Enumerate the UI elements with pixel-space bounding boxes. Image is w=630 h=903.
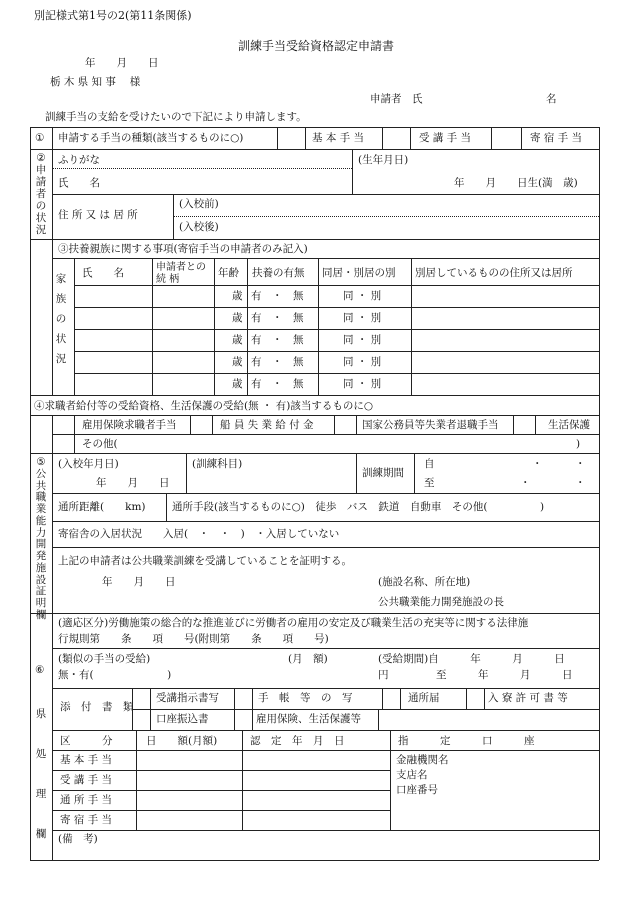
form-number: 別記様式第1号の2(第11条関係)	[34, 9, 192, 22]
row-support[interactable]: 有 ・ 無	[251, 312, 304, 324]
divider	[390, 730, 391, 830]
divider	[30, 239, 599, 240]
col-account: 指 定 口 座	[398, 735, 535, 747]
certify-date: 年 月 日	[102, 576, 176, 588]
divider	[30, 395, 599, 396]
law-line2: 行規則第 条 項 号(附則第 条 項 号)	[58, 633, 329, 645]
similar-value[interactable]: 無・有( )	[58, 669, 172, 681]
address-before: (入校前)	[179, 198, 219, 210]
attach-dorm-permit[interactable]: 入 寮 許 可 書 等	[488, 692, 568, 704]
section3-title: ③扶養親族に関する事項(寄宿手当の申請者のみ記入)	[58, 243, 308, 255]
col-age: 年齢	[218, 267, 239, 279]
frame-bottom	[30, 860, 599, 861]
divider	[186, 453, 187, 493]
law-line1: (適応区分)労働施策の総合的な推進並びに労働者の雇用の安定及び職業生活の充実等に関する法律施	[58, 617, 529, 629]
divider	[277, 127, 278, 149]
family-side-label: 家 族 の 状 況	[55, 273, 67, 365]
divider	[74, 351, 599, 352]
benefit-unemployment[interactable]: 雇用保険求職者手当	[82, 419, 177, 431]
attach-instruction[interactable]: 受講指示書写	[156, 692, 219, 704]
benefit-other[interactable]: その他(	[82, 438, 118, 450]
section4-title: ④求職者給付等の受給資格、生活保護の受給(無 ・ 有)該当するものに○	[34, 400, 374, 412]
divider	[52, 493, 599, 494]
divider	[535, 415, 536, 434]
benefit-welfare[interactable]: 生活保護	[548, 419, 590, 431]
facility-head: 公共職業能力開発施設の長	[378, 596, 504, 608]
divider	[190, 415, 191, 434]
divider	[334, 415, 335, 434]
row-cohab[interactable]: 同 ・ 別	[343, 334, 382, 346]
section1-label: 申請する手当の種類(該当するものに○)	[58, 132, 244, 144]
attach-label: 添 付 書 類	[60, 701, 134, 713]
period-dot: ・	[520, 477, 531, 489]
section6-side-label: 県 処 理 欄	[35, 708, 47, 840]
col-address: 別居しているものの住所又は居所	[415, 267, 573, 279]
row-age: 歳	[232, 378, 243, 390]
divider	[318, 258, 319, 395]
allowance-basic: 基 本 手 当	[60, 754, 113, 766]
birth-label: (生年月日)	[358, 154, 409, 166]
allowance-attendance: 受 講 手 当	[60, 774, 113, 786]
entry-date-format: 年 月 日	[96, 477, 170, 489]
row-support[interactable]: 有 ・ 無	[251, 356, 304, 368]
period-dot: ・	[575, 477, 586, 489]
col-cohab: 同居・別居の別	[322, 267, 396, 279]
divider	[52, 648, 599, 649]
receipt-period: (受給期間)自 年 月 日	[378, 653, 565, 665]
furigana-label: ふりがな	[58, 154, 100, 166]
divider	[52, 830, 599, 831]
divider	[513, 415, 514, 434]
row-cohab[interactable]: 同 ・ 別	[343, 378, 382, 390]
divider	[52, 434, 599, 435]
divider	[173, 216, 599, 217]
distance-label: 通所距離( km)	[58, 501, 146, 513]
dorm-status[interactable]: 寄宿舎の入居状況 入居( ・ ・ ) ・入居していない	[58, 528, 340, 540]
divider	[52, 730, 599, 731]
name-label: 氏 名	[58, 177, 100, 189]
attach-commute-notice[interactable]: 通所届	[408, 692, 440, 704]
benefit-civil-servant[interactable]: 国家公務員等失業者退職手当	[362, 419, 499, 431]
row-cohab[interactable]: 同 ・ 別	[343, 290, 382, 302]
divider	[521, 127, 522, 149]
row-support[interactable]: 有 ・ 無	[251, 378, 304, 390]
divider	[352, 149, 353, 194]
divider	[410, 127, 411, 149]
attach-transfer[interactable]: 口座振込書	[156, 713, 209, 725]
divider	[400, 688, 401, 709]
divider	[212, 415, 213, 434]
form-title: 訓練手当受給資格認定申請書	[238, 39, 395, 53]
divider	[305, 127, 306, 149]
divider	[411, 258, 412, 395]
divider	[52, 127, 53, 149]
divider	[152, 258, 153, 395]
section1-num: ①	[35, 132, 45, 144]
row-age: 歳	[232, 356, 243, 368]
period-dot: ・	[532, 458, 543, 470]
receipt-period-to: 至 年 月 日	[436, 669, 573, 681]
col-category: 区 分	[60, 735, 113, 747]
period-label: 訓練期間	[362, 467, 404, 479]
commute-means[interactable]: 通所手段(該当するものに○) 徒歩 バス 鉄道 自動車 その他( )	[172, 501, 545, 513]
section5-side-label: ⑤ 公 共 職 業 能 力 開 発 施 設 証 明 欄	[35, 456, 47, 621]
certify-text: 上記の申請者は公共職業訓練を受講していることを証明する。	[58, 555, 352, 567]
divider	[52, 521, 599, 522]
divider	[52, 770, 390, 771]
frame-left	[30, 127, 31, 860]
applicant-name-suffix: 名	[546, 93, 557, 105]
divider	[30, 613, 599, 614]
bank-name-label: 金融機関名	[396, 754, 449, 766]
allowance-lodging: 寄 宿 手 当	[60, 814, 113, 826]
divider	[74, 307, 599, 308]
divider	[30, 149, 599, 150]
divider	[52, 258, 599, 259]
row-age: 歳	[232, 334, 243, 346]
option-attendance[interactable]: 受 講 手 当	[419, 132, 472, 144]
col-support: 扶養の有無	[252, 267, 305, 279]
divider	[484, 688, 485, 709]
divider	[132, 709, 599, 710]
divider	[214, 258, 215, 395]
addressee: 栃 木 県 知 事 様	[50, 76, 141, 88]
entry-date-label: (入校年月日)	[58, 458, 119, 470]
subject-label: (訓練科目)	[192, 458, 243, 470]
divider	[414, 453, 415, 493]
col-relation: 申請者との 続 柄	[156, 262, 206, 285]
option-basic[interactable]: 基 本 手 当	[312, 132, 365, 144]
divider	[52, 547, 599, 548]
divider	[74, 285, 599, 286]
divider	[52, 239, 53, 395]
applicant-label: 申請者 氏	[370, 93, 423, 105]
period-dot: ・	[575, 458, 586, 470]
divider	[52, 810, 390, 811]
intro-text: 訓練手当の支給を受けたいので下記により申請します。	[45, 111, 307, 123]
divider	[356, 453, 357, 493]
divider	[30, 453, 599, 454]
facility-name-label: (施設名称、所在地)	[378, 576, 471, 588]
option-lodging[interactable]: 寄 宿 手 当	[530, 132, 583, 144]
divider	[52, 194, 599, 195]
divider	[52, 453, 53, 613]
divider	[382, 127, 383, 149]
benefit-seamen[interactable]: 船 員 失 業 給 付 金	[220, 419, 314, 431]
row-age: 歳	[232, 312, 243, 324]
divider	[74, 373, 599, 374]
attach-insurance[interactable]: 雇用保険、生活保護等	[256, 713, 361, 725]
section2-side-label: ② 申 請 者 の 状 況	[35, 152, 47, 237]
allowance-commute: 通 所 手 当	[60, 794, 113, 806]
divider	[136, 730, 137, 830]
amount-label: (月 額)	[288, 653, 328, 665]
divider	[378, 709, 379, 730]
row-cohab[interactable]: 同 ・ 別	[343, 312, 382, 324]
divider	[247, 258, 248, 395]
row-cohab[interactable]: 同 ・ 別	[343, 356, 382, 368]
birth-format: 年 月 日生(満 歳)	[454, 177, 578, 189]
account-number-label: 口座番号	[396, 784, 438, 796]
period-to: 至	[424, 477, 435, 489]
divider	[382, 688, 383, 709]
benefit-other-close: )	[576, 438, 581, 450]
divider	[52, 790, 390, 791]
divider	[74, 329, 599, 330]
row-age: 歳	[232, 290, 243, 302]
address-after: (入校後)	[179, 221, 219, 233]
row-support[interactable]: 有 ・ 無	[251, 290, 304, 302]
address-label: 住 所 又 は 居 所	[58, 209, 138, 221]
section6-num: ⑥	[35, 664, 45, 676]
divider	[52, 750, 599, 751]
date-line: 年 月 日	[85, 57, 159, 69]
divider	[242, 730, 243, 830]
divider	[466, 688, 467, 709]
row-support[interactable]: 有 ・ 無	[251, 334, 304, 346]
col-name: 氏 名	[82, 267, 124, 279]
divider	[491, 127, 492, 149]
frame-right	[599, 127, 600, 860]
attach-notebook[interactable]: 手 帳 等 の 写	[258, 692, 353, 704]
divider	[356, 415, 357, 434]
divider	[52, 688, 599, 689]
divider	[74, 258, 75, 395]
yen-label: 円	[378, 669, 389, 681]
divider	[52, 613, 53, 860]
period-from: 自	[424, 458, 435, 470]
frame-top	[30, 127, 599, 128]
remarks-label: (備 考)	[58, 833, 98, 845]
divider	[166, 493, 167, 521]
branch-label: 支店名	[396, 769, 428, 781]
divider	[52, 168, 352, 169]
col-cert-date: 認 定 年 月 日	[250, 735, 345, 747]
col-daily-amount: 日 額(月額)	[146, 735, 218, 747]
similar-label: (類似の手当の受給)	[58, 653, 151, 665]
